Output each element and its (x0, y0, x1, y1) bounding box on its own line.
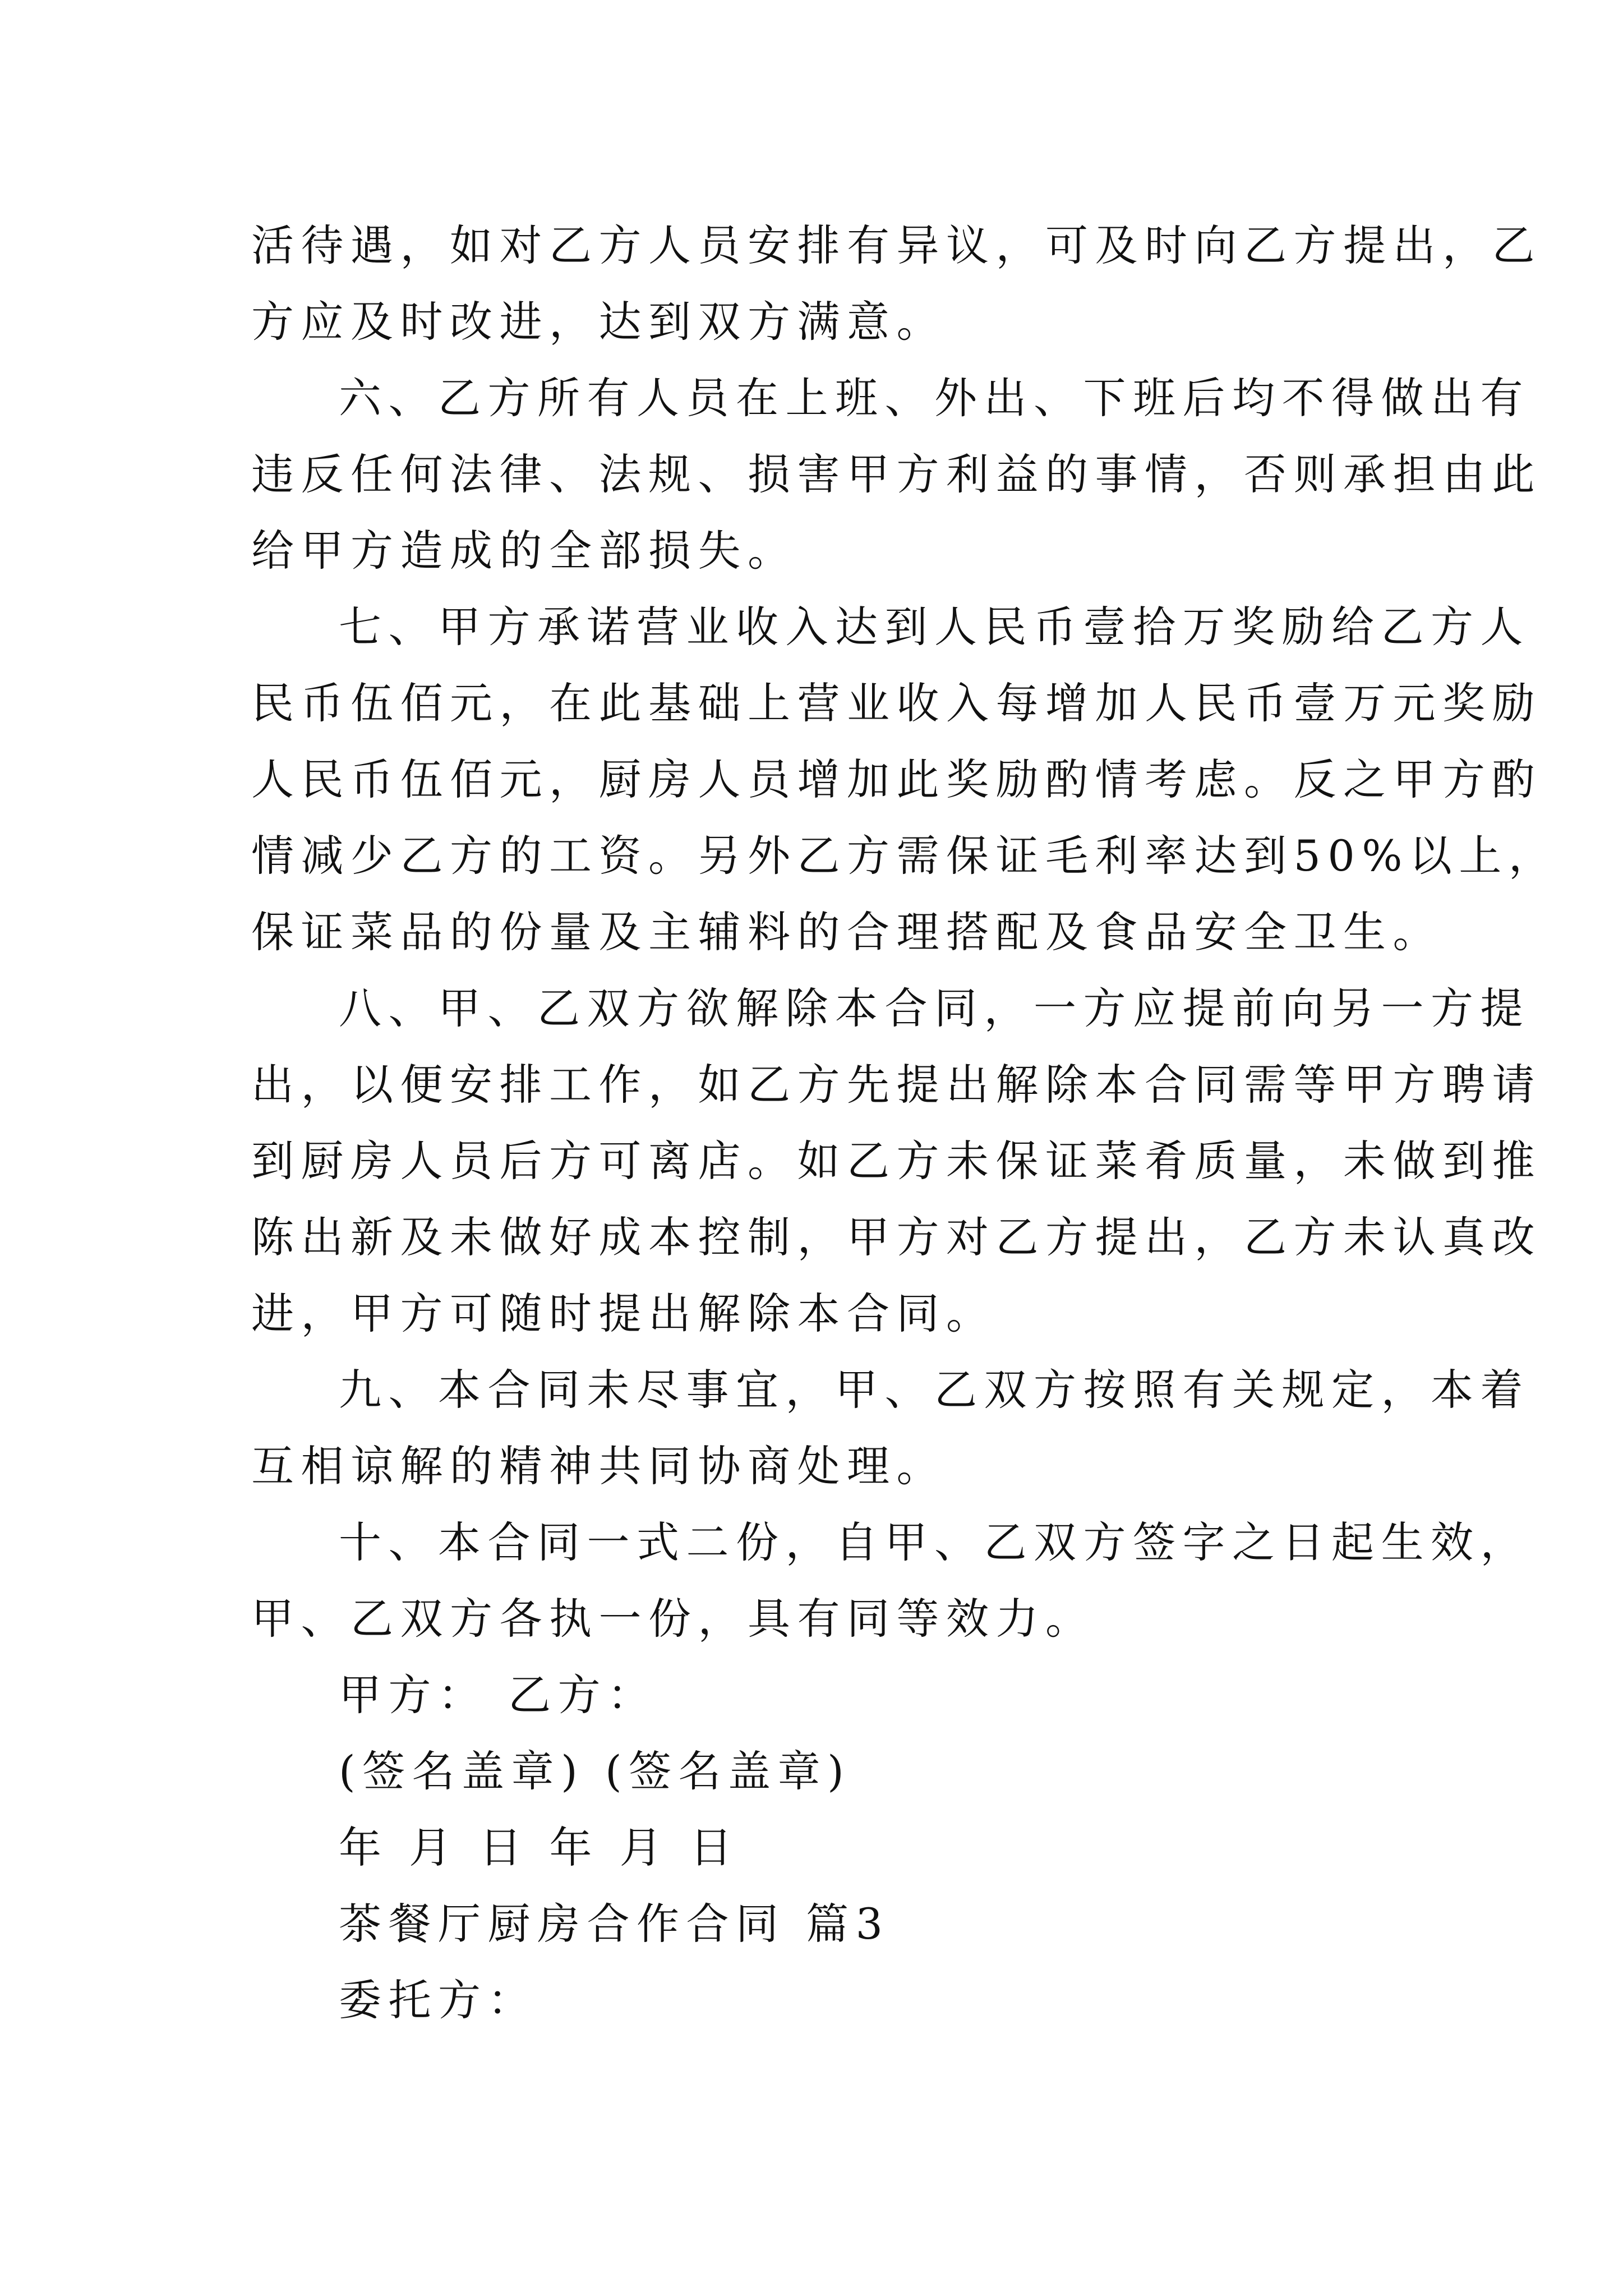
text-line: 出，以便安排工作，如乙方先提出解除本合同需等甲方聘请 (251, 1060, 1542, 1110)
signature-seal-labels: (签名盖章) (签名盖章) (339, 1746, 851, 1796)
section-title: 茶餐厅厨房合作合同 篇3 (339, 1899, 890, 1949)
text-line: 八、甲、乙双方欲解除本合同，一方应提前向另一方提 (339, 983, 1530, 1033)
text-line: 陈出新及未做好成本控制，甲方对乙方提出，乙方未认真改 (251, 1212, 1542, 1262)
text-line: 互相谅解的精神共同协商处理。 (251, 1441, 946, 1491)
text-line: 保证菜品的份量及主辅料的合理搭配及食品安全卫生。 (251, 907, 1442, 957)
text-line: 违反任何法律、法规、损害甲方利益的事情，否则承担由此 (251, 449, 1542, 499)
text-line: 民币伍佰元，在此基础上营业收入每增加人民币壹万元奖励 (251, 678, 1542, 728)
text-line: 给甲方造成的全部损失。 (251, 526, 797, 576)
text-line: 活待遇，如对乙方人员安排有异议，可及时向乙方提出，乙 (251, 220, 1542, 270)
text-line: 到厨房人员后方可离店。如乙方未保证菜肴质量，未做到推 (251, 1136, 1542, 1186)
text-line: 甲、乙双方各执一份，具有同等效力。 (251, 1594, 1095, 1644)
text-line: 六、乙方所有人员在上班、外出、下班后均不得做出有 (339, 373, 1530, 423)
text-line: 人民币伍佰元，厨房人员增加此奖励酌情考虑。反之甲方酌 (251, 754, 1542, 804)
text-line: 七、甲方承诺营业收入达到人民币壹拾万奖励给乙方人 (339, 602, 1530, 652)
text-line: 情减少乙方的工资。另外乙方需保证毛利率达到50%以上， (251, 831, 1559, 881)
text-line: 十、本合同一式二份，自甲、乙双方签字之日起生效， (339, 1517, 1530, 1567)
text-line: 九、本合同未尽事宜，甲、乙双方按照有关规定，本着 (339, 1365, 1530, 1415)
client-label: 委托方： (339, 1975, 537, 2025)
date-labels: 年 月 日 年 月 日 (339, 1823, 740, 1872)
text-line: 方应及时改进，达到双方满意。 (251, 297, 946, 347)
text-line: 进，甲方可随时提出解除本合同。 (251, 1289, 996, 1338)
signature-labels: 甲方： 乙方： (339, 1670, 657, 1720)
